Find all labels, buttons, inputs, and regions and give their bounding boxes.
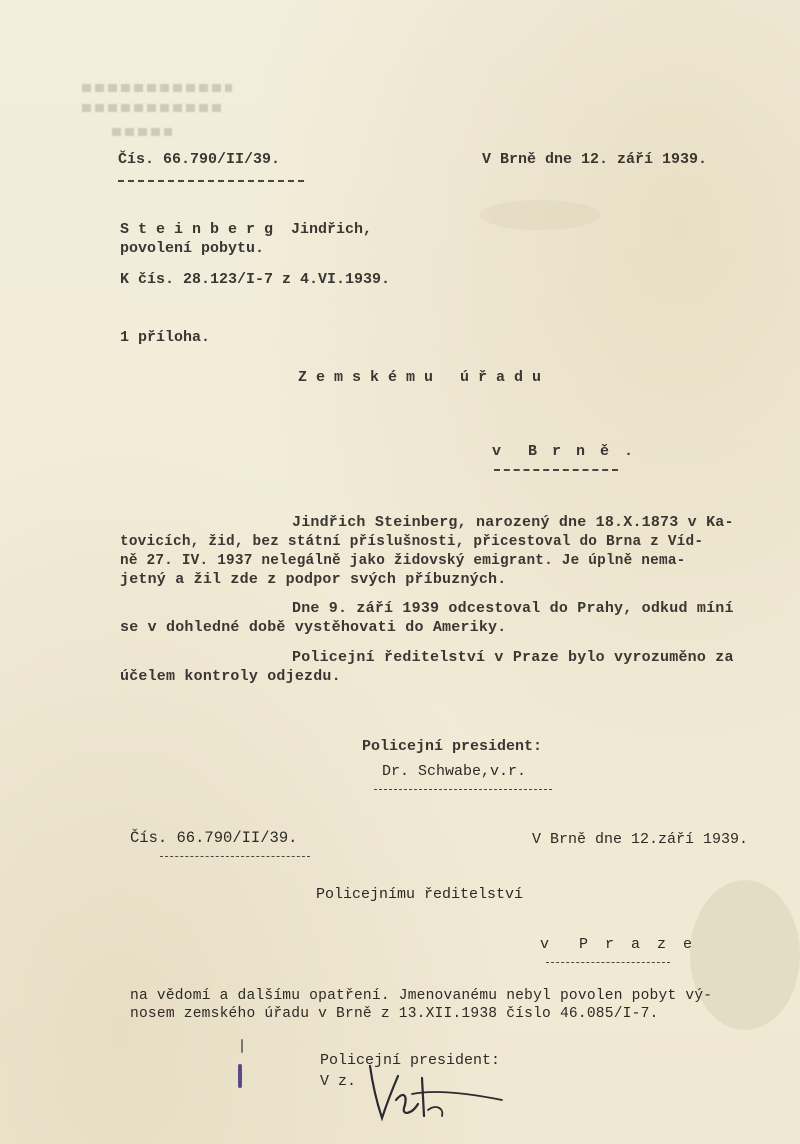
body-p1-line: Jindřich Steinberg, narozený dne 18.X.1873 v Ka-: [292, 514, 734, 531]
reference-underline: [118, 180, 304, 182]
second-place-date: V Brně dne 12.září 1939.: [532, 831, 749, 848]
body-p2-line: Dne 9. září 1939 odcestoval do Prahy, odkud míní: [292, 600, 734, 617]
paper-stain: [480, 200, 600, 230]
body-p1-line: jetný a žil zde z podpor svých příbuzných.: [120, 571, 507, 588]
place-date: V Brně dne 12. září 1939.: [482, 151, 708, 168]
second-addressee-city: v P r a z e: [540, 936, 697, 953]
second-body-line: na vědomí a dalšímu opatření. Jmenovanému nebyl povolen pobyt vý-: [130, 988, 713, 1004]
signature-underline: [374, 789, 552, 790]
second-reference-underline: [160, 856, 310, 857]
body-p3-line: účelem kontroly odjezdu.: [120, 668, 341, 685]
addressee-office: Z e m s k é m u ú ř a d u: [298, 369, 542, 386]
signature-title: Policejní president:: [362, 738, 543, 755]
second-sign-title: Policejní president:: [320, 1052, 501, 1069]
attachment-line: 1 příloha.: [120, 329, 211, 346]
faded-letterhead: [82, 84, 232, 92]
reference-line: K čís. 28.123/I-7 z 4.VI.1939.: [120, 271, 391, 288]
faded-letterhead: [112, 128, 172, 136]
second-body-line: nosem zemského úřadu v Brně z 13.XII.1938 číslo 46.085/I-7.: [130, 1006, 659, 1022]
faded-letterhead: [82, 104, 222, 112]
subject-matter: povolení pobytu.: [120, 240, 265, 257]
second-addressee-office: Policejnímu ředitelství: [316, 886, 524, 903]
second-sign-vz: V z.: [320, 1073, 357, 1090]
second-reference-number: Čís. 66.790/II/39.: [130, 829, 298, 847]
subject-name: S t e i n b e r g Jindřich,: [120, 221, 373, 238]
reference-number: Čís. 66.790/II/39.: [118, 151, 281, 168]
signature-name: Dr. Schwabe,v.r.: [382, 763, 527, 780]
body-p2-line: se v dohledné době vystěhovati do Ameriky.: [120, 619, 507, 636]
body-p1-line: ně 27. IV. 1937 nelegálně jako židovský emigrant. Je úplně nema-: [120, 553, 686, 569]
paper-stain: [690, 880, 800, 1030]
addressee-underline: [494, 469, 618, 471]
handwritten-signature: [352, 1060, 512, 1130]
ink-marks: [222, 1036, 262, 1096]
addressee-city: v B r n ě .: [492, 443, 637, 460]
body-p3-line: Policejní ředitelství v Praze bylo vyrozuměno za: [292, 649, 734, 666]
body-p1-line: tovicích, žid, bez státní příslušnosti, přicestoval do Brna z Víd-: [120, 534, 704, 550]
second-addressee-underline: [546, 962, 670, 963]
